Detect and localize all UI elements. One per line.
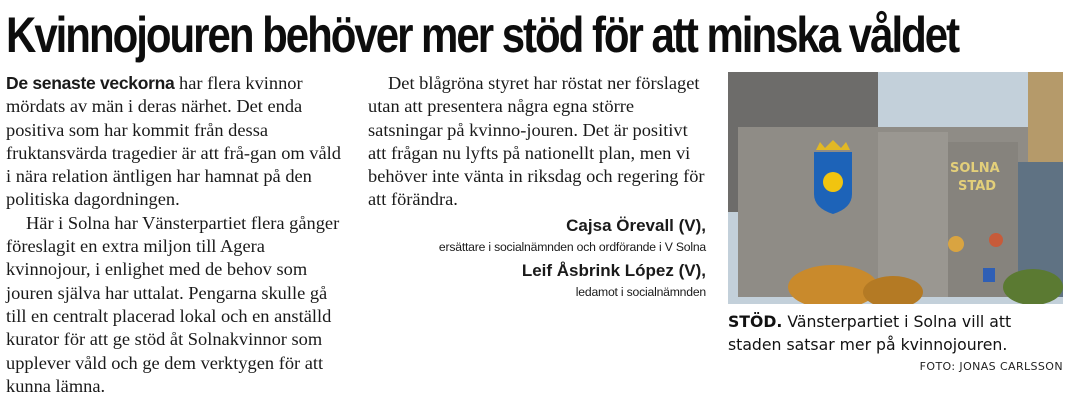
paragraph-1-text: har flera kvinnor mördats av män i deras närhet. Det enda positiva som har kommit från dessa fruktansvärda tragedier är att frå-gan om våld i nära relation äntligen har hamnat på den politiska dagordningen. bbox=[6, 73, 341, 210]
photo-credit: FOTO: JONAS CARLSSON bbox=[919, 360, 1063, 373]
caption-kicker: STÖD. bbox=[728, 312, 783, 331]
paragraph-1 bbox=[6, 72, 344, 212]
signature-name-1: Cajsa Örevall (V), bbox=[566, 215, 706, 235]
solna-sign-line-1: SOLNA bbox=[950, 161, 1000, 176]
paragraph-2: Här i Solna har Vänsterpartiet flera gånger föreslagit en extra miljon till Agera kvinnojour, i enlighet med de behov som jouren själva har uttalat. Pengarna skulle gå till en centralt placerad lokal och en anställd kurator för att ge stöd åt Solnakvinnor som upplever våld och ge dem verktygen för att kunna lämna. bbox=[6, 212, 340, 396]
paragraph-3: Det blågröna styret har röstat ner förslaget utan att presentera några egna större satsningar på kvinno-jouren. Det är positivt att frågan nu lyfts på nationellt plan, men vi behöver inte vänta in riksdag och regering för att förändra. bbox=[368, 73, 705, 210]
caption-text: Vänsterpartiet i Solna vill att staden satsar mer på kvinnojouren. bbox=[728, 312, 1012, 354]
solna-sign-line-2: STAD bbox=[958, 179, 997, 194]
signature-name-2: Leif Åsbrink López (V), bbox=[521, 260, 706, 280]
article-column-2 bbox=[368, 72, 706, 302]
headline: Kvinnojouren behöver mer stöd för att minska våldet bbox=[6, 7, 959, 63]
green-shrub bbox=[1003, 269, 1063, 304]
street-sign bbox=[983, 268, 995, 282]
signature-role-1: ersättare i socialnämnden och ordförande i V Solna bbox=[438, 239, 706, 254]
article-column-1 bbox=[6, 72, 344, 398]
signature-block bbox=[368, 215, 706, 302]
light-sculpture bbox=[948, 236, 964, 252]
facade-panel bbox=[878, 132, 948, 297]
sun-emblem-icon bbox=[823, 172, 843, 192]
city-hall-illustration bbox=[728, 72, 1063, 304]
light-sculpture bbox=[989, 233, 1003, 247]
city-hall-photo bbox=[728, 72, 1063, 304]
lead-in: De senaste veckorna bbox=[6, 73, 175, 93]
photo-caption bbox=[728, 311, 1068, 356]
signature-role-2: ledamot i socialnämnden bbox=[575, 284, 706, 299]
